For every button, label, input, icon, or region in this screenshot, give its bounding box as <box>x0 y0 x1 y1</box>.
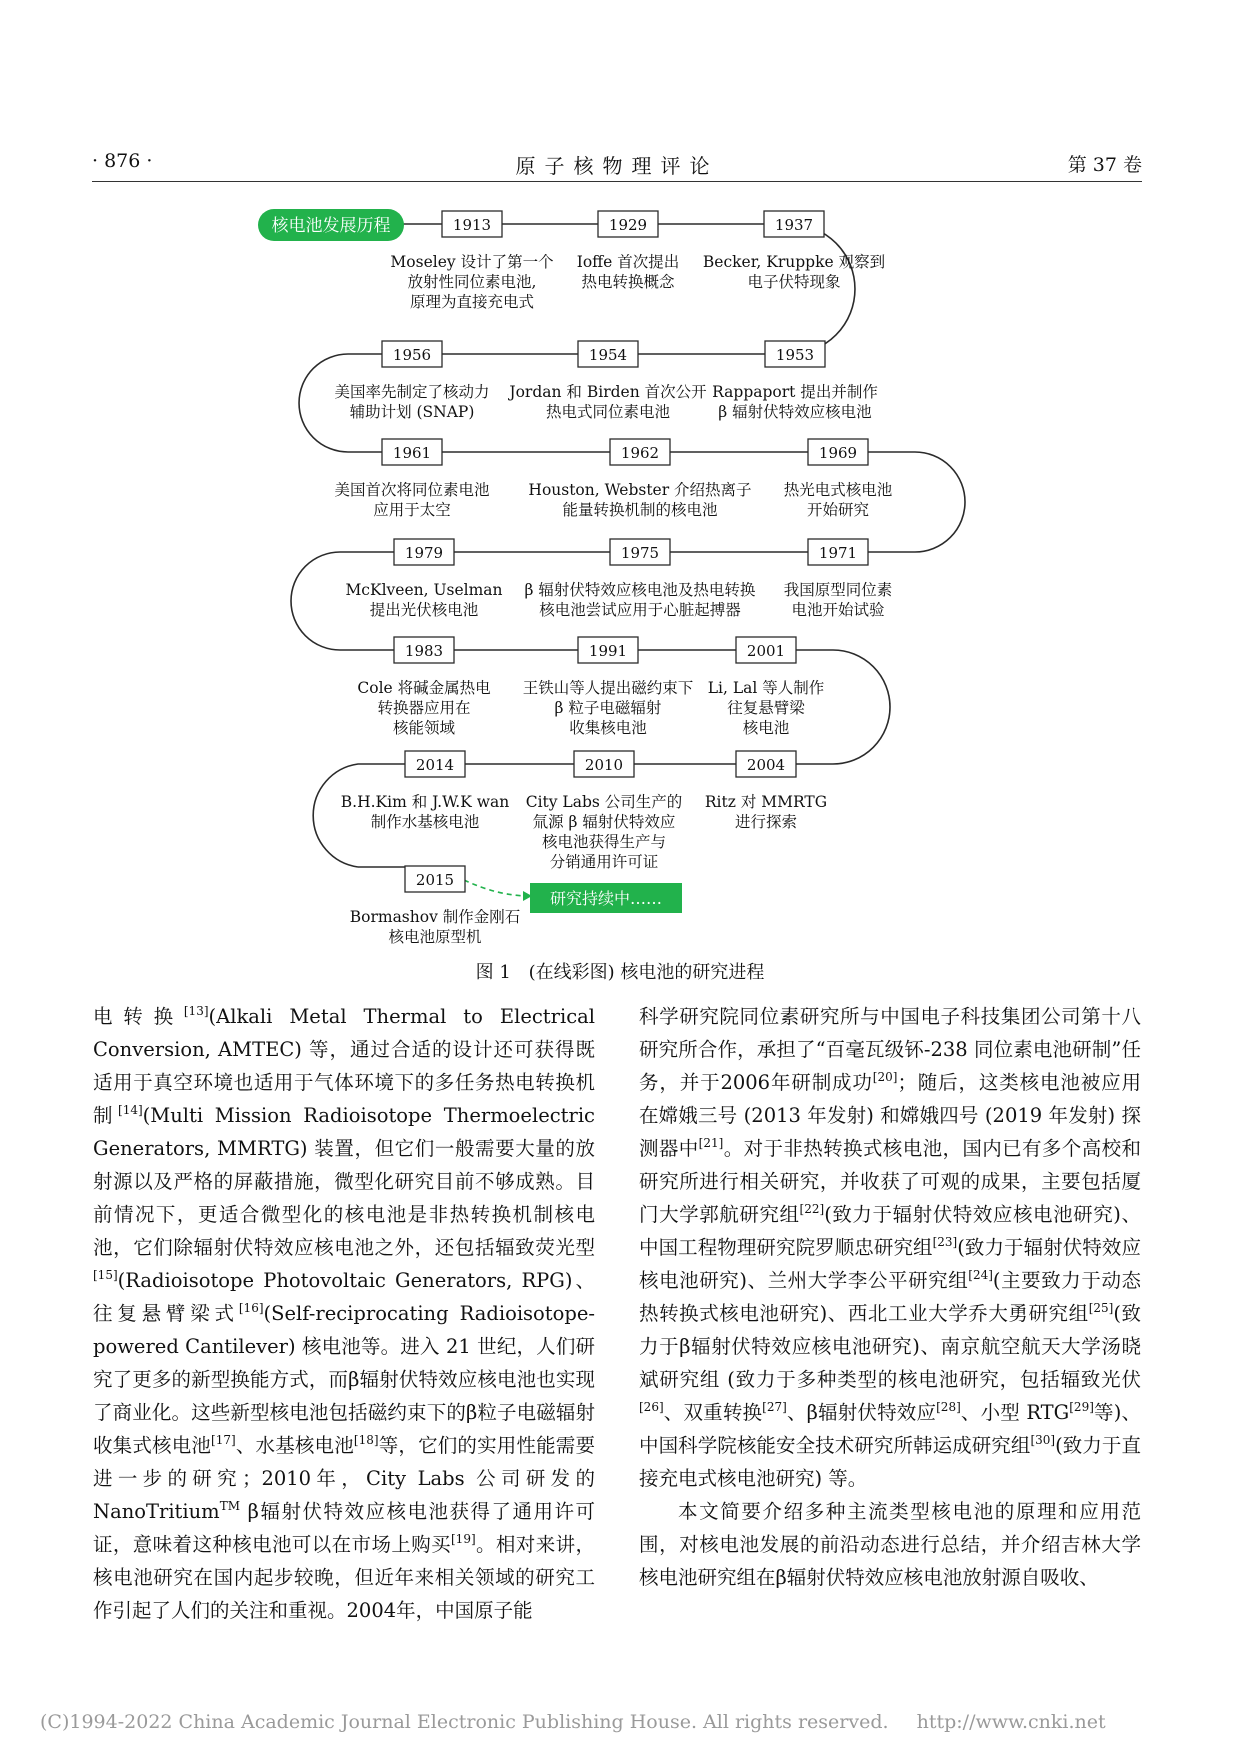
left-column <box>93 1000 595 1627</box>
citation: [16] <box>238 1301 264 1315</box>
event-description: Cole 将碱金属热电 <box>357 679 491 697</box>
event-description: Houston, Webster 介绍热离子 <box>528 481 752 499</box>
left-paragraph: 电转换[13](Alkali Metal Thermal to Electrical Conversion, AMTEC) 等，通过合适的设计还可获得既适用于真空环境也适用于气体环境下的多任务热电转换机制[14](Multi Mission Radioisotope Thermoelectric Generators, MMRTG) 装置，但它们一般需要大量的放射源以及严格的屏蔽措施，微型化研究目前不够成熟。目前情况下，更适合微型化的核电池是非热转换机制核电池，它们除辐射伏特效应核电池之外，还包括辐致荧光型[15](Radioisotope Photovoltaic Generators, RPG)、往复悬臂梁式[16](Self-reciprocating Radioisotope-powered Cantilever) 核电池等。进入 21 世纪，人们研究了更多的新型换能方式，而β辐射伏特效应核电池也实现了商业化。这些新型核电池包括磁约束下的β粒子电磁辐射收集式核电池[17]、水基核电池[18]等，它们的实用性能需要进一步的研究；2010年，City Labs 公司研发的NanoTritium™ β辐射伏特效应核电池获得了通用许可证，意味着这种核电池可以在市场上购买[19]。相对来讲，核电池研究在国内起步较晚，但近年来相关领域的研究工作引起了人们的关注和重视。2004年，中国原子能 <box>93 1004 595 1622</box>
citation: [30] <box>1030 1433 1056 1447</box>
page-number: · 876 · <box>92 150 153 172</box>
event-description: Bormashov 制作金刚石 <box>349 908 521 926</box>
timeline-event <box>523 637 694 737</box>
timeline-event <box>357 637 490 737</box>
right-column <box>639 1000 1141 1594</box>
event-description: 电子伏特现象 <box>747 273 841 291</box>
start-label <box>258 209 404 241</box>
copyright-footer <box>40 1711 1128 1733</box>
cnki-url: http://www.cnki.net <box>916 1711 1106 1733</box>
event-description: McKlveen, Uselman <box>345 581 503 599</box>
copyright-text: (C)1994-2022 China Academic Journal Electronic Publishing House. All rights reserved. <box>40 1711 889 1733</box>
start-label-text: 核电池发展历程 <box>271 216 391 236</box>
year-label: 2010 <box>584 756 624 774</box>
event-description: Ioffe 首次提出 <box>576 253 680 271</box>
timeline-event <box>525 539 756 619</box>
year-label: 1956 <box>392 346 432 364</box>
event-description: 美国率先制定了核动力 <box>334 383 490 401</box>
timeline-event <box>528 439 751 519</box>
year-label: 1954 <box>588 346 628 364</box>
citation: [23] <box>932 1235 958 1249</box>
event-description: City Labs 公司生产的 <box>525 793 683 811</box>
year-label: 2001 <box>746 642 786 660</box>
trademark: TM <box>219 1499 240 1513</box>
event-description: 核电池尝试应用于心脏起搏器 <box>539 601 741 619</box>
citation: [13] <box>183 1004 209 1018</box>
journal-title: 原子核物理评论 <box>515 154 719 178</box>
year-label: 1937 <box>774 216 814 234</box>
event-description: 美国首次将同位素电池 <box>334 481 490 499</box>
event-description: 我国原型同位素 <box>783 581 893 599</box>
timeline-event <box>526 751 683 871</box>
year-label: 1975 <box>620 544 660 562</box>
citation: [15] <box>93 1268 118 1282</box>
year-label: 2014 <box>415 756 455 774</box>
timeline-nodes <box>258 209 892 946</box>
event-description: 王铁山等人提出磁约束下 <box>522 679 694 697</box>
event-description: 收集核电池 <box>569 719 647 737</box>
citation: [21] <box>698 1136 724 1150</box>
timeline-event <box>784 539 893 619</box>
event-description: 热光电式核电池 <box>783 481 893 499</box>
timeline-event <box>345 539 502 619</box>
citation: [27] <box>762 1400 787 1414</box>
year-label: 1983 <box>404 642 444 660</box>
timeline-event <box>708 637 825 737</box>
timeline-event <box>577 211 680 291</box>
timeline-event <box>705 751 827 831</box>
event-description: 热电转换概念 <box>581 273 675 291</box>
timeline-event <box>334 439 489 519</box>
timeline-event <box>507 341 707 421</box>
timeline-event <box>703 211 885 291</box>
event-description: β 辐射伏特效应核电池 <box>718 403 872 421</box>
timeline-event <box>784 439 893 519</box>
event-description: Becker, Kruppke 观察到 <box>702 253 886 271</box>
event-description: Ritz 对 MMRTG <box>704 793 828 811</box>
citation: [18] <box>353 1433 379 1447</box>
citation: [22] <box>799 1202 825 1216</box>
continuation-arrow <box>464 880 530 896</box>
year-label: 2004 <box>746 756 786 774</box>
year-label: 2015 <box>415 871 455 889</box>
figure-caption-text: (在线彩图) 核电池的研究进程 <box>528 962 765 983</box>
event-description: 核电池获得生产与 <box>541 833 667 851</box>
event-description: 氚源 β 辐射伏特效应 <box>532 813 676 831</box>
timeline-event <box>334 341 489 421</box>
event-description: 电池开始试验 <box>791 601 885 619</box>
figure-caption <box>0 958 1240 984</box>
timeline-event <box>341 751 509 831</box>
event-description: 能量转换机制的核电池 <box>562 501 718 519</box>
event-description: Jordan 和 Birden 首次公开 <box>509 383 707 401</box>
event-description: 进行探索 <box>734 813 798 831</box>
citation: [20] <box>872 1070 898 1084</box>
event-description: 核能领域 <box>392 719 456 737</box>
year-label: 1913 <box>452 216 492 234</box>
citation: [28] <box>936 1400 961 1414</box>
timeline-event <box>350 866 521 946</box>
citation: [17] <box>211 1433 236 1447</box>
event-description: B.H.Kim 和 J.W.K wan <box>340 793 510 811</box>
timeline-event <box>390 211 553 311</box>
year-label: 1962 <box>620 444 660 462</box>
event-description: 开始研究 <box>806 501 870 519</box>
citation: [26] <box>639 1400 664 1414</box>
citation: [29] <box>1069 1400 1094 1414</box>
event-description: 热电式同位素电池 <box>545 403 671 421</box>
citation: [24] <box>968 1268 993 1282</box>
event-description: β 辐射伏特效应核电池及热电转换 <box>524 581 756 599</box>
event-description: 分销通用许可证 <box>549 853 659 871</box>
event-description: β 粒子电磁辐射 <box>554 699 662 717</box>
right-paragraph-2: 本文简要介绍多种主流类型核电池的原理和应用范围，对核电池发展的前沿动态进行总结，并介绍吉林大学核电池研究组在β辐射伏特效应核电池放射源自吸收、 <box>639 1500 1141 1589</box>
citation: [14] <box>118 1103 143 1117</box>
year-label: 1971 <box>818 544 858 562</box>
event-description: 制作水基核电池 <box>370 813 480 831</box>
figure-caption-number: 图 1 <box>475 962 511 983</box>
event-description: 转换器应用在 <box>377 699 471 717</box>
year-label: 1929 <box>608 216 648 234</box>
event-description: Li, Lal 等人制作 <box>707 679 825 697</box>
end-label <box>530 883 682 913</box>
event-description: 应用于太空 <box>373 501 451 519</box>
year-label: 1979 <box>404 544 444 562</box>
volume-label: 第 37 卷 <box>1067 154 1142 176</box>
event-description: 原理为直接充电式 <box>409 293 535 311</box>
year-label: 1969 <box>818 444 858 462</box>
year-label: 1991 <box>588 642 628 660</box>
timeline-event <box>712 341 878 421</box>
end-label-text: 研究持续中…… <box>549 889 663 908</box>
event-description: 放射性同位素电池, <box>407 273 537 291</box>
event-description: 往复悬臂梁 <box>727 699 805 717</box>
year-label: 1961 <box>392 444 432 462</box>
year-label: 1953 <box>775 346 815 364</box>
event-description: 辅助计划 (SNAP) <box>349 403 475 421</box>
right-paragraph-1: 科学研究院同位素研究所与中国电子科技集团公司第十八研究所合作，承担了“百毫瓦级钚-238 同位素电池研制”任务，并于2006年研制成功[20]；随后，这类核电池被应用在嫦娥三号 (2013 年发射) 和嫦娥四号 (2019 年发射) 探测器中[21]。对于非热转换式核电池，国内已有多个高校和研究所进行相关研究，并收获了可观的成果，主要包括厦门大学郭航研究组[22](致力于辐射伏特效应核电池研究)、中国工程物理研究院罗顺忠研究组[23](致力于辐射伏特效应核电池研究)、兰州大学李公平研究组[24](主要致力于动态热转换式核电池研究)、西北工业大学乔大勇研究组[25](致力于β辐射伏特效应核电池研究)、南京航空航天大学汤晓斌研究组 (致力于多种类型的核电池研究，包括辐致光伏[26]、双重转换[27]、β辐射伏特效应[28]、小型 RTG[29]等)、中国科学院核能安全技术研究所韩运成研究组[30](致力于直接充电式核电池研究) 等。 <box>639 1005 1142 1490</box>
event-description: 提出光伏核电池 <box>369 601 479 619</box>
event-description: 核电池原型机 <box>388 928 482 946</box>
citation: [25] <box>1088 1301 1114 1315</box>
event-description: 核电池 <box>742 719 790 737</box>
event-description: Moseley 设计了第一个 <box>390 253 554 271</box>
citation: [19] <box>451 1532 476 1546</box>
event-description: Rappaport 提出并制作 <box>712 383 878 401</box>
